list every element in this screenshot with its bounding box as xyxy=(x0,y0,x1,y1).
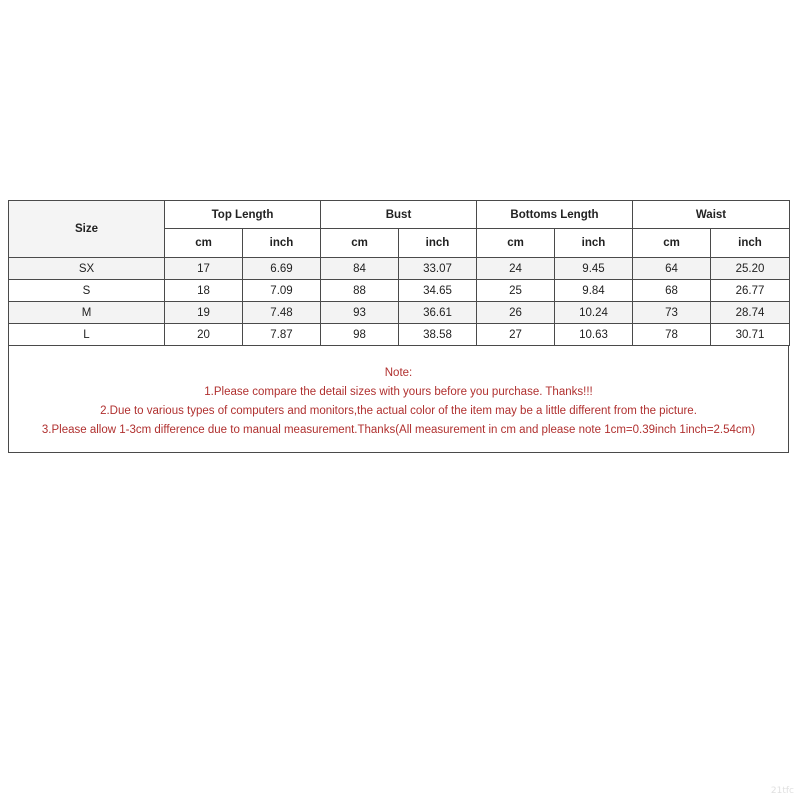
unit-header-cm: cm xyxy=(321,229,399,258)
table-row xyxy=(9,280,790,302)
watermark: 21tfc xyxy=(770,786,794,796)
value-cell: 38.58 xyxy=(399,324,477,346)
value-cell: 68 xyxy=(633,280,711,302)
value-cell: 7.87 xyxy=(243,324,321,346)
value-cell: 27 xyxy=(477,324,555,346)
group-header-top-length: Top Length xyxy=(165,201,321,229)
value-cell: 98 xyxy=(321,324,399,346)
note-line-2: 2.Due to various types of computers and monitors,the actual color of the item may be a little different from the picture. xyxy=(100,405,697,417)
size-table xyxy=(8,200,790,346)
unit-header-cm: cm xyxy=(477,229,555,258)
size-cell: M xyxy=(9,302,165,324)
value-cell: 84 xyxy=(321,258,399,280)
value-cell: 9.84 xyxy=(555,280,633,302)
size-cell: S xyxy=(9,280,165,302)
value-cell: 10.63 xyxy=(555,324,633,346)
value-cell: 30.71 xyxy=(711,324,790,346)
note-line-1: 1.Please compare the detail sizes with yours before you purchase. Thanks!!! xyxy=(204,386,593,398)
value-cell: 18 xyxy=(165,280,243,302)
value-cell: 88 xyxy=(321,280,399,302)
value-cell: 34.65 xyxy=(399,280,477,302)
value-cell: 36.61 xyxy=(399,302,477,324)
value-cell: 20 xyxy=(165,324,243,346)
value-cell: 7.09 xyxy=(243,280,321,302)
unit-header-inch: inch xyxy=(243,229,321,258)
value-cell: 24 xyxy=(477,258,555,280)
value-cell: 26 xyxy=(477,302,555,324)
notes-title: Note: xyxy=(384,367,413,379)
value-cell: 64 xyxy=(633,258,711,280)
unit-header-cm: cm xyxy=(165,229,243,258)
value-cell: 26.77 xyxy=(711,280,790,302)
table-row xyxy=(9,258,790,280)
size-column-header: Size xyxy=(9,201,165,258)
value-cell: 25 xyxy=(477,280,555,302)
notes-box xyxy=(8,346,789,453)
unit-header-inch: inch xyxy=(399,229,477,258)
group-header-bottoms-length: Bottoms Length xyxy=(477,201,633,229)
value-cell: 6.69 xyxy=(243,258,321,280)
value-cell: 19 xyxy=(165,302,243,324)
size-cell: SX xyxy=(9,258,165,280)
unit-header-cm: cm xyxy=(633,229,711,258)
value-cell: 93 xyxy=(321,302,399,324)
group-header-waist: Waist xyxy=(633,201,790,229)
group-header-row xyxy=(9,201,790,229)
unit-header-inch: inch xyxy=(555,229,633,258)
table-row xyxy=(9,324,790,346)
size-cell: L xyxy=(9,324,165,346)
size-chart xyxy=(8,200,789,453)
unit-header-inch: inch xyxy=(711,229,790,258)
value-cell: 33.07 xyxy=(399,258,477,280)
value-cell: 9.45 xyxy=(555,258,633,280)
value-cell: 10.24 xyxy=(555,302,633,324)
value-cell: 73 xyxy=(633,302,711,324)
value-cell: 78 xyxy=(633,324,711,346)
value-cell: 25.20 xyxy=(711,258,790,280)
value-cell: 17 xyxy=(165,258,243,280)
value-cell: 7.48 xyxy=(243,302,321,324)
value-cell: 28.74 xyxy=(711,302,790,324)
group-header-bust: Bust xyxy=(321,201,477,229)
note-line-3: 3.Please allow 1-3cm difference due to manual measurement.Thanks(All measurement in cm and please note 1cm=0.39inch 1inch=2.54cm) xyxy=(41,424,756,436)
table-row xyxy=(9,302,790,324)
